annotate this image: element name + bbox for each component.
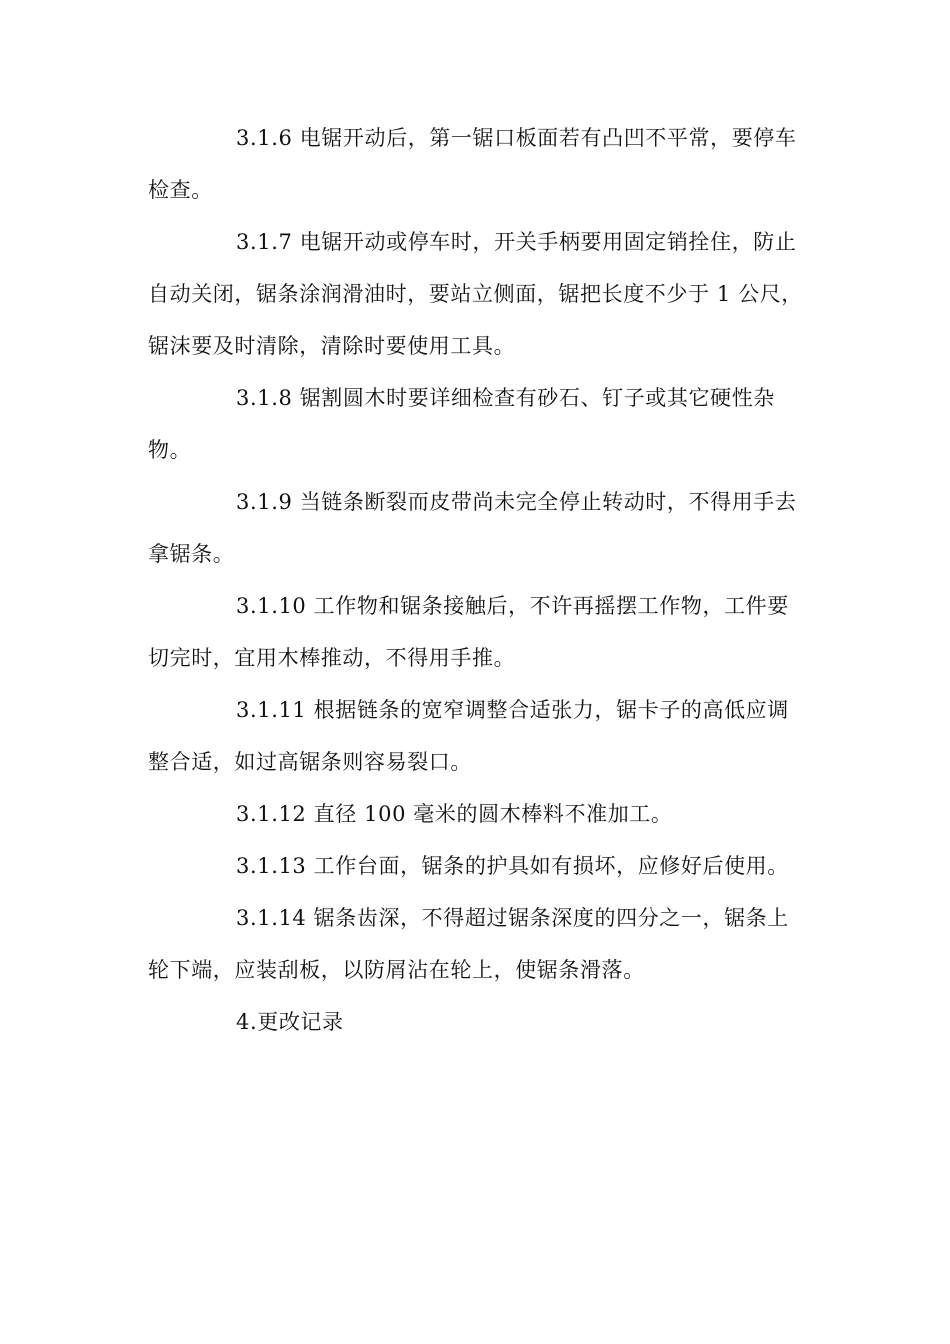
paragraph-3-1-8: 3.1.8 锯割圆木时要详细检查有砂石、钉子或其它硬性杂物。 xyxy=(148,386,775,462)
paragraph-3-1-7: 3.1.7 电锯开动或停车时，开关手柄要用固定销拴住，防止自动关闭，锯条涂润滑油时，要站立侧面，锯把长度不少于 1 公尺，锯沫要及时清除，清除时要使用工具。 xyxy=(148,230,803,358)
paragraph-3-1-9: 3.1.9 当链条断裂而皮带尚未完全停止转动时，不得用手去拿锯条。 xyxy=(148,490,797,566)
paragraph-3-1-10: 3.1.10 工作物和锯条接触后，不许再摇摆工作物，工件要切完时，宜用木棒推动，不得用手推。 xyxy=(148,594,789,670)
paragraph-3-1-12: 3.1.12 直径 100 毫米的圆木棒料不准加工。 xyxy=(236,802,673,826)
paragraph-3-1-11: 3.1.11 根据链条的宽窄调整合适张力，锯卡子的高低应调整合适，如过高锯条则容易裂口。 xyxy=(148,698,789,774)
section-heading-change-log: 4.更改记录 xyxy=(236,1010,344,1034)
paragraph-3-1-6: 3.1.6 电锯开动后，第一锯口板面若有凸凹不平常，要停车检查。 xyxy=(148,126,797,202)
paragraph-3-1-13: 3.1.13 工作台面，锯条的护具如有损坏，应修好后使用。 xyxy=(236,854,789,878)
paragraph-3-1-14: 3.1.14 锯条齿深，不得超过锯条深度的四分之一，锯条上轮下端，应装刮板，以防屑沾在轮上，使锯条滑落。 xyxy=(148,906,789,982)
document-body xyxy=(148,112,808,1048)
